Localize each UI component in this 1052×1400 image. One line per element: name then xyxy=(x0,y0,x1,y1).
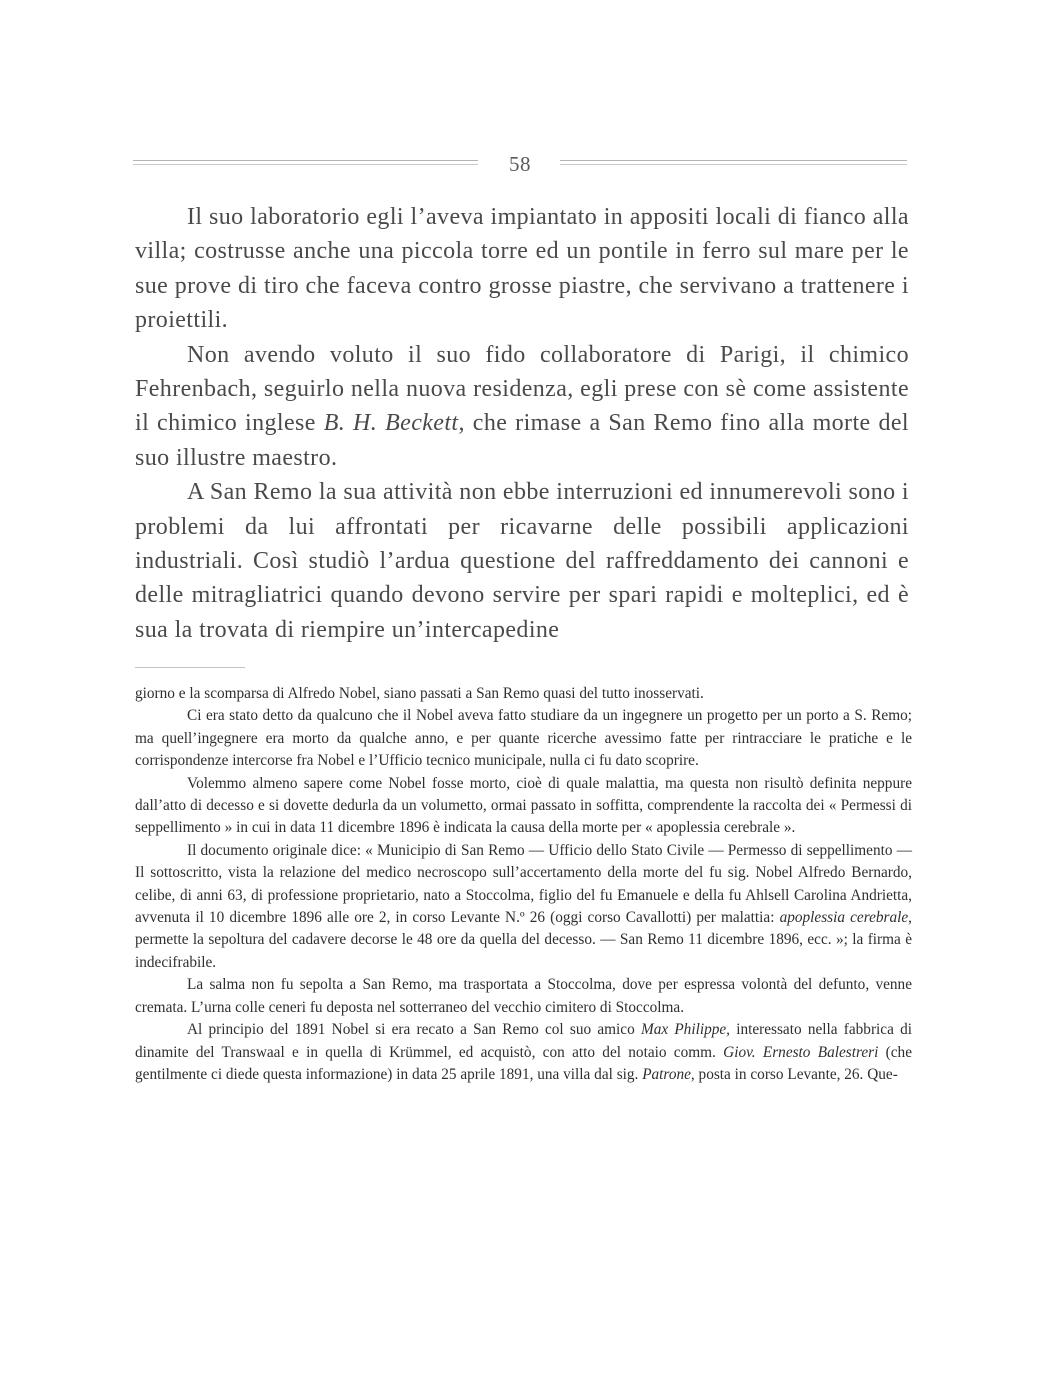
footnote-6-text-b: interessato nella fabbrica di dinamite del Transwaal e in quella di Krümmel, ed acquistò, con atto del notaio comm. xyxy=(135,1021,912,1061)
main-paragraph-2-text: Non avendo voluto il suo fido collaboratore di Parigi, il chimico Fehrenbach, seguirlo nella nuova residenza, egli prese con sè come assistente il chimico inglese xyxy=(135,341,909,437)
footnote-paragraph-5: La salma non fu sepolta a San Remo, ma trasportata a Stoccolma, dove per espressa volontà del defunto, venne cremata. L’urna colle ceneri fu deposta nel sotterraneo del vecchio cimitero di Stoccolma. xyxy=(135,976,912,1016)
main-paragraph-1: Il suo laboratorio egli l’aveva impiantato in appositi locali di fianco alla villa; costrusse anche una piccola torre ed un pontile in ferro sul mare per le sue prove di tiro che faceva contro grosse piastre, che servivano a trattenere i proiettili. xyxy=(135,204,909,334)
footnote-6-text-d: posta in corso Levante, 26. Que- xyxy=(694,1065,898,1083)
main-paragraph-3: A San Remo la sua attività non ebbe interruzioni ed innumerevoli sono i problemi da lui affrontati per ricavarne delle possibili applicazioni industriali. Così studiò l’ardua questione del raffreddamento dei cannoni e delle mitragliatrici quando devono servire per spari rapidi e molteplici, ed è sua la trovata di riempire un’intercapedine xyxy=(135,479,909,643)
footnote-paragraph-4 xyxy=(135,840,912,974)
notary-name: Giov. Ernesto Balestreri xyxy=(723,1043,879,1061)
footnote-paragraph-3: Volemmo almeno sapere come Nobel fosse morto, cioè di quale malattia, ma questa non risultò definita neppure dall’atto di decesso e si dovette dedurla da un volumetto, ormai passato in soffitta, comprendente la raccolta dei « Permessi di seppellimento » in cui in data 11 dicembre 1896 è indicata la causa della morte per « apoplessia cerebrale ». xyxy=(135,774,912,837)
header-rule-right xyxy=(560,160,907,165)
footnote-6-text-a: Al principio del 1891 Nobel si era recato a San Remo col suo amico xyxy=(187,1021,641,1039)
page-number: 58 xyxy=(509,152,531,176)
footnote-4-text-end: permette la sepoltura del cadavere decorse le 48 ore da quella del decesso. — San Remo 11 dicembre 1896, ecc. »; la firma è indecifrabile. xyxy=(135,931,912,971)
footnote-rule xyxy=(135,667,245,668)
main-text xyxy=(135,200,909,647)
footnote-paragraph-2: Ci era stato detto da qualcuno che il Nobel aveva fatto studiare da un ingegnere un progetto per un porto a S. Remo; ma quell’ingegnere era morto da qualche anno, e per quante ricerche avessimo fatte per rintracciare le pratiche e le corrispondenze intercorse fra Nobel e l’Ufficio tecnico municipale, nulla ci fu dato scoprire. xyxy=(135,707,912,770)
owner-name: Patrone, xyxy=(642,1065,695,1083)
main-paragraph-2-text-end: che rimase a San Remo fino alla morte del suo illustre maestro. xyxy=(135,410,909,471)
footnote-paragraph-1: giorno e la scomparsa di Alfredo Nobel, siano passati a San Remo quasi del tutto inosservati. xyxy=(135,685,704,702)
assistant-name: B. H. Beckett, xyxy=(323,410,465,437)
footnote-4-text: Il documento originale dice: « Municipio di San Remo — Ufficio dello Stato Civile — Permesso di seppellimento — Il sottoscritto, vista la relazione del medico necroscopo sull’accertamento della morte del fu sig. Nobel Alfredo Bernardo, celibe, di anni 63, di professione proprietario, nato a Stoccolma, figlio del fu Emanuele e della fu Ahlsell Carolina Andrietta, avvenuta il 10 dicembre 1896 alle ore 2, in corso Levante N.º 26 (oggi corso Cavallotti) per malattia: xyxy=(135,841,912,927)
footnotes xyxy=(135,683,912,1086)
footnote-paragraph-6 xyxy=(135,1019,912,1086)
cause-of-death: apoplessia cerebrale, xyxy=(779,909,912,927)
main-paragraph-2 xyxy=(135,338,909,476)
footnote-6-text-c: (che gentilmente ci diede questa informazione) in data 25 aprile 1891, una villa dal sig. xyxy=(135,1043,912,1083)
header-rule-left xyxy=(133,160,478,165)
friend-name: Max Philippe, xyxy=(640,1021,730,1039)
